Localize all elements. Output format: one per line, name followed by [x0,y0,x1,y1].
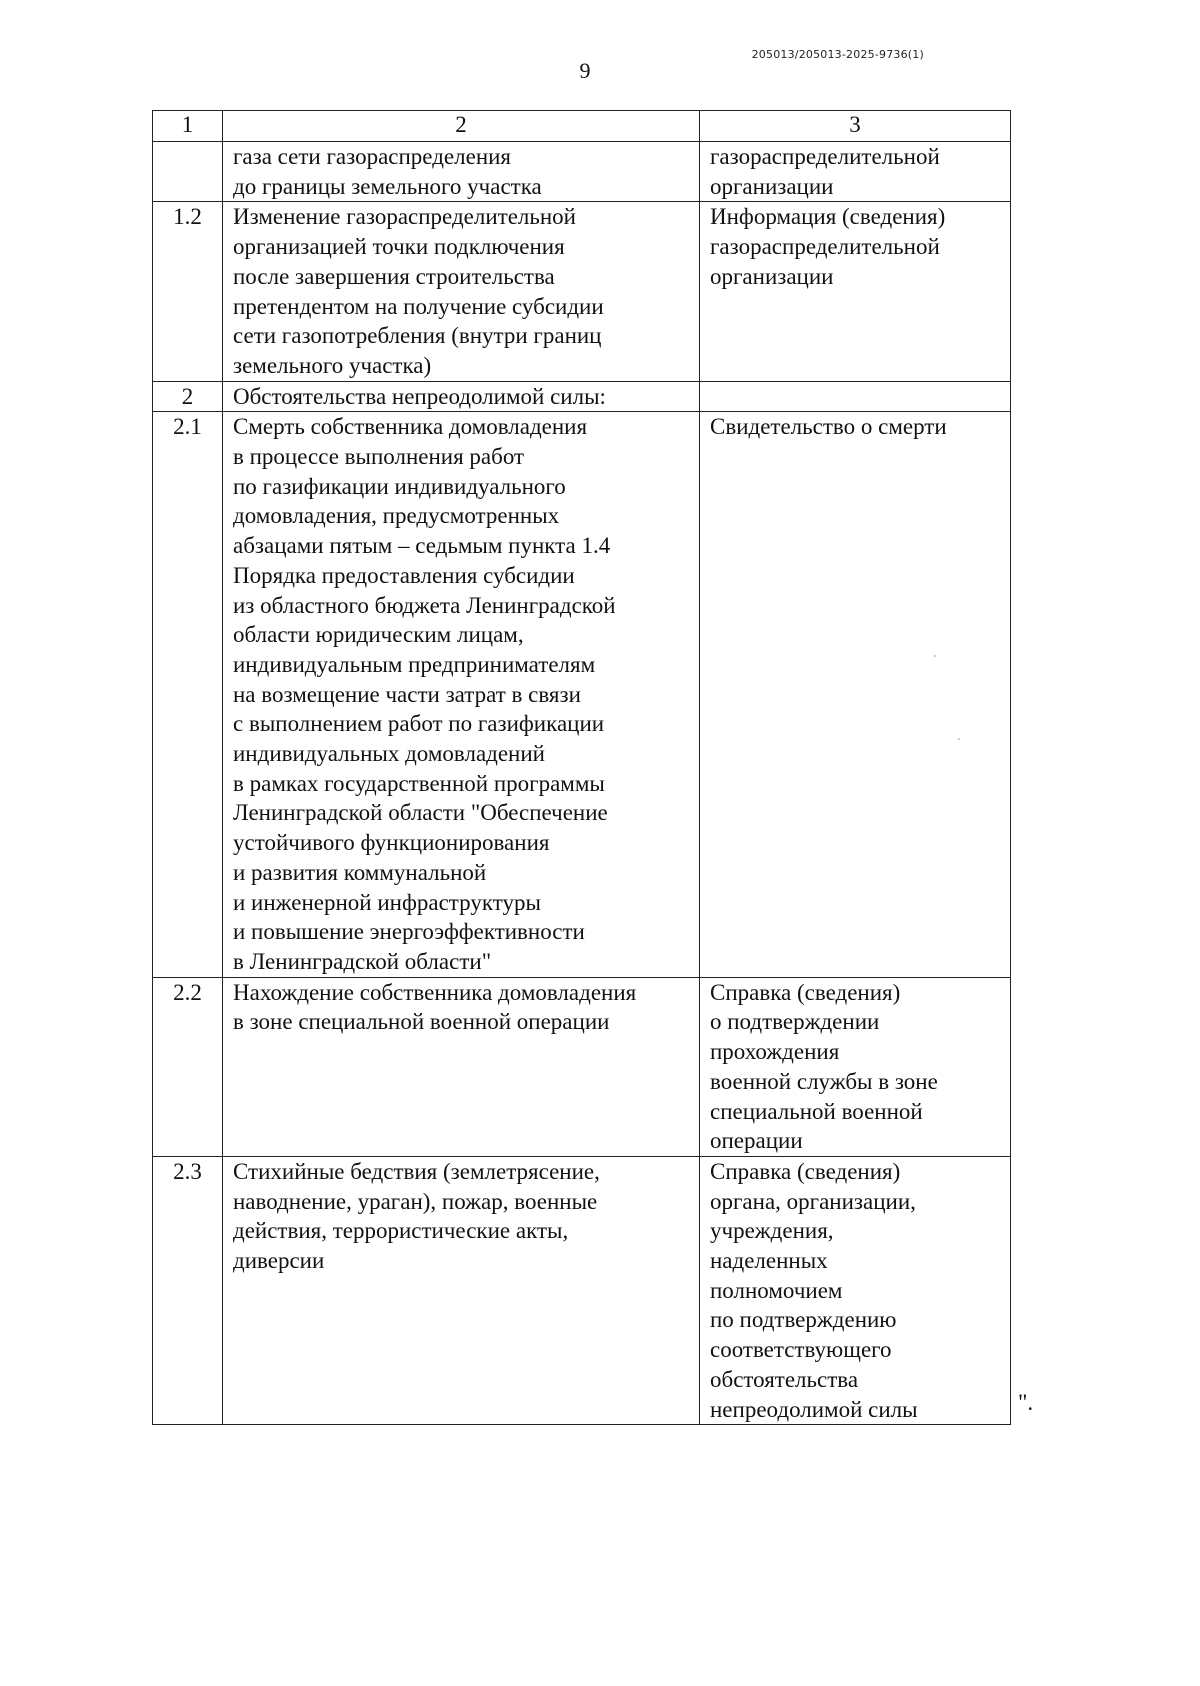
page-number: 9 [579,58,591,83]
circumstance-cell: Изменение газораспределительной организацией точки подключения после завершения строительства претендентом на получение субсидии сети газопотребления (внутри границ земельного участка) [223,202,700,381]
document-cell [700,381,1011,412]
table-row [153,412,1011,977]
table-row [153,202,1011,381]
table-header-row [153,111,1011,142]
row-number: 2.3 [153,1156,223,1424]
row-number: 2 [153,381,223,412]
document-cell: Справка (сведения) органа, организации, учреждения, наделенных полномочием по подтверждению соответствующего обстоятельства непреодолимой силы [700,1156,1011,1424]
circumstance-cell: Смерть собственника домовладения в процессе выполнения работ по газификации индивидуального домовладения, предусмотренных абзацами пятым – седьмым пункта 1.4 Порядка предоставления субсидии из областного бюджета Ленинградской области юридическим лицам, индивидуальным предпринимателям на возмещение части затрат в связи с выполнением работ по газификации индивидуальных домовладений в рамках государственной программы Ленинградской области "Обеспечение устойчивого функционирования и развития коммунальной и инженерной инфраструктуры и повышение энергоэффективности в Ленинградской области" [223,412,700,977]
row-number: 2.2 [153,977,223,1156]
column-header: 1 [153,111,223,142]
circumstance-cell: газа сети газораспределения до границы земельного участка [223,142,700,202]
scan-speck [934,655,936,657]
circumstance-cell: Стихийные бедствия (землетрясение, наводнение, ураган), пожар, военные действия, террористические акты, диверсии [223,1156,700,1424]
table-row [153,1156,1011,1424]
column-header: 2 [223,111,700,142]
row-number: 2.1 [153,412,223,977]
row-number [153,142,223,202]
row-number: 1.2 [153,202,223,381]
document-cell: Информация (сведения) газораспределительной организации [700,202,1011,381]
circumstances-table [152,110,1011,1425]
table-row [153,142,1011,202]
closing-quote-mark: ". [1018,1390,1034,1415]
document-cell: Справка (сведения) о подтверждении прохождения военной службы в зоне специальной военной операции [700,977,1011,1156]
table-row [153,381,1011,412]
column-header: 3 [700,111,1011,142]
document-id: 205013/205013-2025-9736(1) [751,48,924,61]
document-cell: Свидетельство о смерти [700,412,1011,977]
circumstance-cell: Нахождение собственника домовладения в зоне специальной военной операции [223,977,700,1156]
circumstance-cell: Обстоятельства непреодолимой силы: [223,381,700,412]
table-row [153,977,1011,1156]
document-cell: газораспределительной организации [700,142,1011,202]
scan-speck [958,738,960,740]
